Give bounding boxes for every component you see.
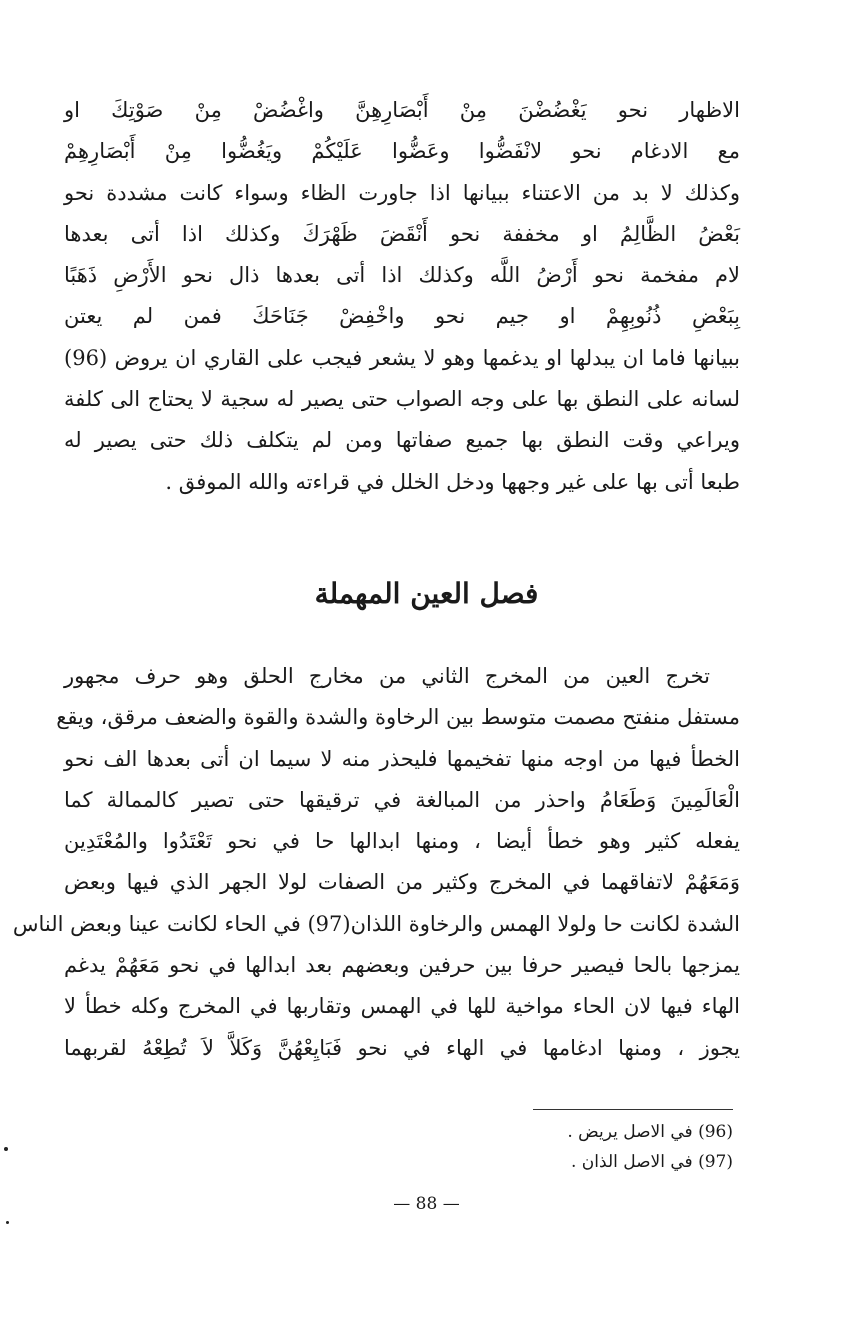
paragraph-1-line: طبعا أتى بها على غير وجهها ودخل الخلل في قراءته والله الموفق . (165, 469, 740, 494)
paragraph-2-line: يمزجها بالحا فيصير حرفا بين حرفين وبعضهم بعد ابدالها في نحو مَعَهُمْ يدغم (64, 953, 740, 978)
paragraph-2-line: الشدة لكانت حا ولولا الهمس والرخاوة اللذان(97) في الحاء لكانت عينا وبعض الناس (12, 911, 740, 936)
paragraph-1-line: لسانه على النطق بها على وجه الصواب حتى يصير له سجية لا يحتاج الى كلفة (64, 387, 740, 412)
footnote-97: (97) في الاصل الذان . (571, 1152, 733, 1172)
paragraph-2-line: يجوز ، ومنها ادغامها في الهاء في نحو فَبَايِعْهُنَّ وَكَلاَّ لاَ تُطِعْهُ لقربهما (64, 1035, 740, 1060)
paragraph-1-line: مع الادغام نحو لانْفَضُّوا وعَضُّوا عَلَيْكُمْ ويَغُضُّوا مِنْ أَبْصَارِهِمْ (64, 139, 740, 164)
paragraph-1-line: لام مفخمة نحو أَرْضُ اللَّه وكذلك اذا أتى بعدها ذال نحو الأَرْضِ ذَهَبًا (64, 263, 740, 288)
paragraph-2-line: مستفل منفتح مصمت متوسط بين الرخاوة والشدة والقوة والضعف مرقق، ويقع (56, 705, 740, 730)
paragraph-2-line: يفعله كثير وهو خطأ أيضا ، ومنها ابدالها حا في نحو تَعْتَدُوا والمُعْتَدِين (64, 829, 740, 854)
paragraph-2-line: الخطأ فيها من اوجه منها تفخيمها فليحذر منه لا سيما ان أتى بعدها الف نحو (64, 746, 740, 771)
paragraph-2-line: تخرج العين من المخرج الثاني من مخارج الحلق وهو حرف مجهور (64, 664, 710, 688)
footnotes (400, 1117, 733, 1177)
footnote-96: (96) في الاصل يريض . (567, 1122, 733, 1142)
paragraph-1-line: وكذلك لا بد من الاعتناء ببيانها اذا جاورت الظاء وسواء كانت مشددة نحو (64, 180, 740, 205)
paragraph-1-line: بِبَعْضِ ذُنُوبِهِمْ او جيم نحو واخْفِضْ جَنَاحَكَ فمن لم يعتن (64, 304, 740, 329)
paragraph-2-line: الْعَالَمِينَ وَطَعَامُ واحذر من المبالغة في ترقيقها حتى تصير كالممالة كما (64, 787, 740, 812)
section-heading: فصل العين المهملة (314, 577, 539, 610)
paragraph-1 (64, 90, 740, 503)
scan-speck (6, 1221, 9, 1224)
paragraph-2-line: وَمَعَهُمْ لاتفاقهما في المخرج وكثير من الصفات لولا الجهر الذي فيها وبعض (64, 870, 740, 895)
paragraph-1-line: الاظهار نحو يَغْضُضْنَ مِنْ أَبْصَارِهِنَّ واغْضُضْ مِنْ صَوْتِكَ او (64, 98, 740, 122)
scan-speck (4, 1147, 8, 1151)
paragraph-1-line: بَعْضُ الظَّالِمُ او مخففة نحو أَنْقَضَ ظَهْرَكَ وكذلك اذا أتى بعدها (64, 221, 740, 246)
paragraph-2-line: الهاء فيها لان الحاء مواخية للها في الهمس وتقاربها في المخرج وكله خطأ لا (64, 994, 740, 1019)
page-number: — 88 — (393, 1194, 460, 1214)
footnote-divider (533, 1109, 733, 1110)
paragraph-1-line: ويراعي وقت النطق بها جميع صفاتها ومن لم يتكلف ذلك حتى يصير له (64, 428, 740, 453)
paragraph-1-line: ببيانها فاما ان يبدلها او يدغمها وهو لا يشعر فيجب على القاري ان يروض (96) (64, 345, 740, 370)
paragraph-2 (12, 656, 740, 1069)
